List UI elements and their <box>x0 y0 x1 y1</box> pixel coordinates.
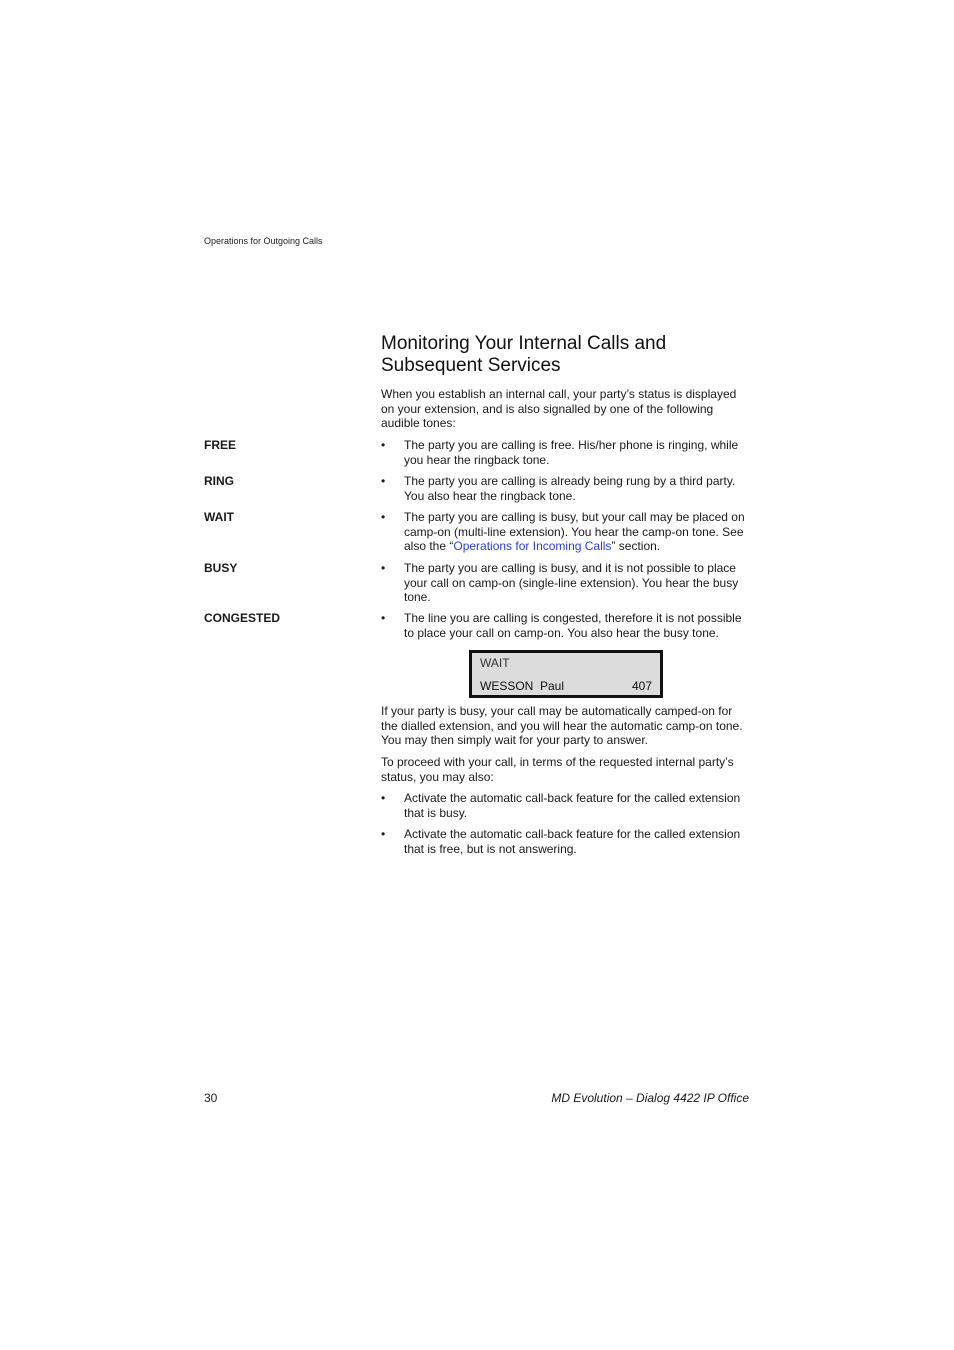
running-header: Operations for Outgoing Calls <box>204 236 323 246</box>
title-line-2: Subsequent Services <box>381 355 561 376</box>
term-busy: BUSY <box>204 561 238 575</box>
bullet-glyph: • <box>381 510 386 524</box>
bullet-glyph: • <box>381 827 386 841</box>
wait-text-before: The party you are calling is busy, but your call may be placed on camp-on (multi-line extension). You hear the camp-on tone. See also the “ <box>404 510 745 553</box>
bullet-glyph: • <box>381 791 386 805</box>
wait-text-after: ” section. <box>611 539 661 553</box>
status-description <box>404 510 751 554</box>
phone-display <box>469 650 663 698</box>
option-text: Activate the automatic call-back feature for the called extension that is busy. <box>404 791 741 820</box>
status-description: The line you are calling is congested, therefore it is not possible to place your call on camp-on. You also hear the busy tone. <box>404 611 742 640</box>
bullet-glyph: • <box>381 438 386 452</box>
term-ring: RING <box>204 474 234 488</box>
document-title-footer: MD Evolution – Dialog 4422 IP Office <box>551 1091 749 1105</box>
proceed-paragraph: To proceed with your call, in terms of the requested internal party’s status, you may also: <box>381 755 734 784</box>
option-text: Activate the automatic call-back feature for the called extension that is free, but is not answering. <box>404 827 741 856</box>
bullet-glyph: • <box>381 561 386 575</box>
term-congested: CONGESTED <box>204 611 281 625</box>
status-description: The party you are calling is free. His/her phone is ringing, while you hear the ringback tone. <box>404 438 739 467</box>
busy-paragraph: If your party is busy, your call may be automatically camped-on for the dialled extension, and you will hear the automatic camp-on tone. You may then simply wait for your party to answer. <box>381 704 743 747</box>
bullet-glyph: • <box>381 611 386 625</box>
display-extension-number: 407 <box>631 679 652 693</box>
term-wait: WAIT <box>204 510 234 524</box>
bullet-glyph: • <box>381 474 386 488</box>
intro-paragraph: When you establish an internal call, your party’s status is displayed on your extension, and is also signalled by one of the following audible tones: <box>381 387 737 430</box>
page-number: 30 <box>204 1091 218 1105</box>
status-description: The party you are calling is busy, and it is not possible to place your call on camp-on (single-line extension). You hear the busy tone. <box>404 561 739 604</box>
term-free: FREE <box>204 438 237 452</box>
incoming-calls-link[interactable]: Operations for Incoming Calls <box>453 539 612 553</box>
page-title <box>381 333 761 377</box>
status-description: The party you are calling is already being rung by a third party. You also hear the ringback tone. <box>404 474 736 503</box>
title-line-1: Monitoring Your Internal Calls and <box>381 333 667 354</box>
display-caller-name: WESSON Paul <box>480 679 565 693</box>
display-status: WAIT <box>480 656 510 670</box>
